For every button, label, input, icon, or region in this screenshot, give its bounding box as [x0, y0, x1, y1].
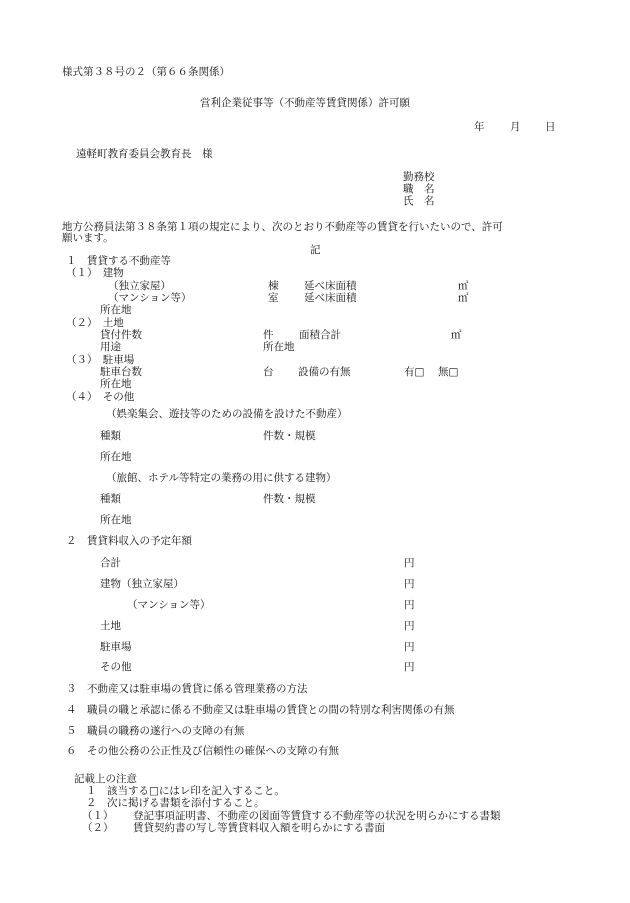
income-unit-mansion: 円 [404, 599, 415, 611]
document-title: 営利企業従事等（不動産等賃貸関係）許可願 [200, 97, 410, 109]
sub4-label: （４） その他 [66, 391, 135, 403]
sub3-spaces: 駐車台数 [100, 366, 142, 378]
note-2-2-text: 賃貸契約書の写し等賃貸料収入額を明らかにする書面 [133, 822, 385, 834]
income-label-detached: 建物（独立家屋） [100, 578, 184, 590]
sub4-location-2: 所在地 [100, 514, 132, 526]
sub4-note-1: （娯楽集会、遊技等のための設備を設けた不動産） [106, 408, 348, 420]
sub2-unit-count: 件 [263, 329, 274, 341]
sub3-label: （３） 駐車場 [66, 354, 135, 366]
sub1-unit-room: 室 [268, 292, 279, 304]
sub4-location-1: 所在地 [100, 451, 132, 463]
sub1-label: （１） 建物 [66, 267, 124, 279]
sub2-location: 所在地 [263, 341, 295, 353]
sub2-count: 貸付件数 [100, 329, 142, 341]
sub3-yes-checkbox[interactable]: 有□ [404, 366, 425, 378]
sub3-location: 所在地 [100, 378, 132, 390]
date-month-label: 月 [510, 121, 521, 133]
sub4-kind-1: 種類 [100, 430, 121, 442]
addressee: 遠軽町教育委員会教育長 様 [76, 148, 213, 160]
section-1-heading: １ 賃貸する不動産等 [66, 255, 171, 267]
income-label-parking: 駐車場 [100, 641, 132, 653]
income-unit-land: 円 [404, 620, 415, 632]
income-unit-detached: 円 [404, 578, 415, 590]
note-1: １ 該当する□にはレ印を記入すること。 [86, 785, 285, 797]
income-unit-total: 円 [404, 557, 415, 569]
note-2-2-label: （２） [82, 822, 114, 834]
sub4-scale-1: 件数・規模 [263, 430, 316, 442]
sub1-detached: （独立家屋） [108, 280, 171, 292]
sub2-sqm: ㎡ [451, 329, 462, 341]
sub4-note-2: （旅館、ホテル等特定の業務の用に供する建物） [106, 472, 337, 484]
sub4-scale-2: 件数・規模 [263, 493, 316, 505]
sub3-no-checkbox[interactable]: 無□ [438, 366, 459, 378]
applicant-school-label: 勤務校 [403, 171, 435, 183]
section-3-heading: ３ 不動産又は駐車場の賃貸に係る管理業務の方法 [66, 683, 308, 695]
applicant-position-label: 職 名 [403, 183, 435, 195]
date-day-label: 日 [545, 121, 556, 133]
note-2-1-text: 登記事項証明書、不動産の図面等賃貸する不動産等の状況を明らかにする書類 [133, 810, 501, 822]
sub1-sqm-1: ㎡ [458, 280, 469, 292]
ki-label: 記 [310, 244, 321, 256]
section-2-heading: ２ 賃貸料収入の予定年額 [66, 535, 192, 547]
section-6-heading: ６ その他公務の公正性及び信頼性の確保への支障の有無 [66, 745, 339, 757]
note-2-1-label: （１） [82, 810, 114, 822]
sub3-unit: 台 [263, 366, 274, 378]
income-label-other: その他 [100, 661, 132, 673]
intro-line-2: 願います。 [62, 232, 114, 244]
sub1-sqm-2: ㎡ [458, 292, 469, 304]
sub4-kind-2: 種類 [100, 493, 121, 505]
income-label-land: 土地 [100, 620, 121, 632]
notes-heading: 記載上の注意 [74, 773, 137, 785]
section-5-heading: ５ 職員の職務の遂行への支障の有無 [66, 725, 245, 737]
form-number: 様式第３８号の２（第６６条関係） [62, 66, 230, 78]
sub2-label: （２） 土地 [66, 317, 124, 329]
sub3-facility: 設備の有無 [298, 366, 351, 378]
sub2-use: 用途 [100, 341, 121, 353]
sub1-floor-area-1: 延べ床面積 [304, 280, 357, 292]
income-label-mansion: （マンション等） [127, 599, 211, 611]
sub1-floor-area-2: 延べ床面積 [304, 292, 357, 304]
sub1-location: 所在地 [100, 304, 132, 316]
intro-line-1: 地方公務員法第３８条第１項の規定により、次のとおり不動産等の賃貸を行いたいので、許可 [62, 221, 503, 233]
applicant-name-label: 氏 名 [403, 195, 435, 207]
income-label-total: 合計 [100, 557, 121, 569]
sub1-mansion: （マンション等） [108, 292, 192, 304]
income-unit-other: 円 [404, 661, 415, 673]
section-4-heading: ４ 職員の職と承認に係る不動産又は駐車場の賃貸との間の特別な利害関係の有無 [66, 704, 455, 716]
note-2: ２ 次に掲げる書類を添付すること。 [86, 797, 265, 809]
sub2-total-area: 面積合計 [299, 329, 341, 341]
date-year-label: 年 [474, 121, 485, 133]
sub1-unit-building: 棟 [268, 280, 279, 292]
income-unit-parking: 円 [404, 641, 415, 653]
